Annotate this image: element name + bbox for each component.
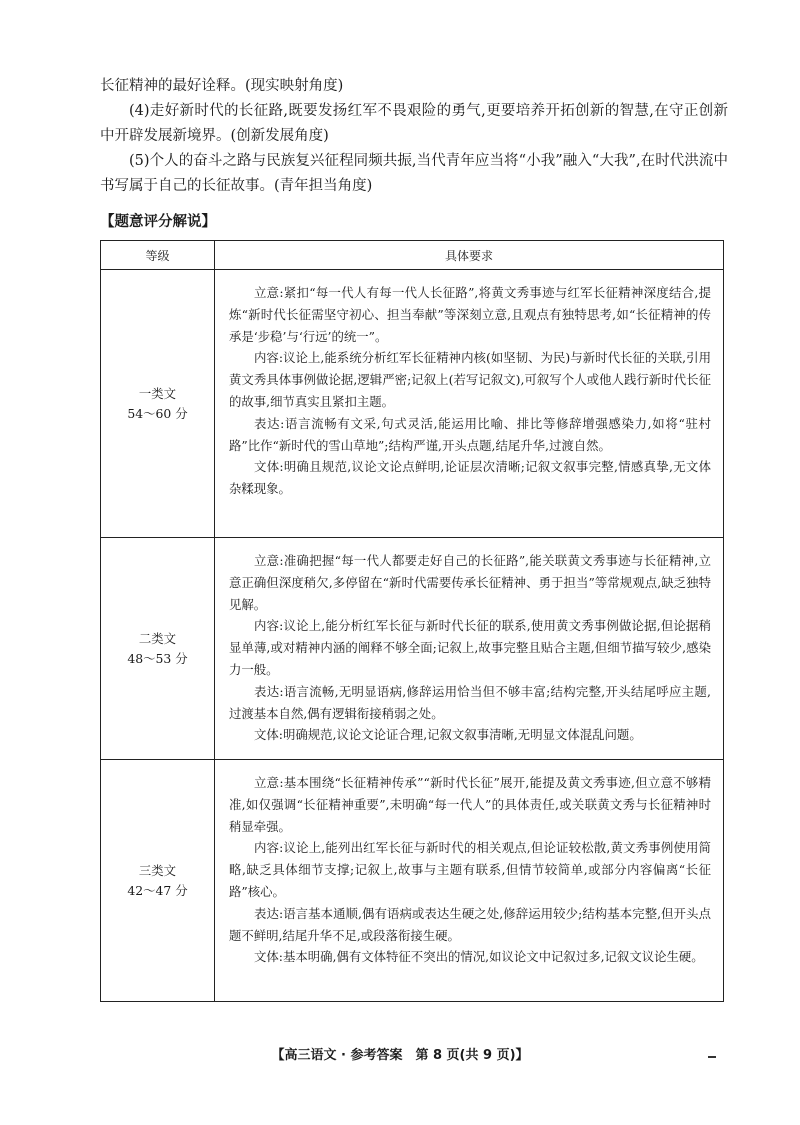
level-name: 一类文	[138, 385, 177, 401]
intro-para-4: (4)走好新时代的长征路,既要发扬红军不畏艰险的勇气,更要培养开拓创新的智慧,在守正创新中开辟发展新境界。(创新发展角度)	[100, 103, 728, 144]
req-paragraph: 内容:议论上,能系统分析红军长征精神内核(如坚韧、为民)与新时代长征的关联,引用黄文秀具体事例做论据,逻辑严密;记叙上(若写记叙文),可叙写个人或他人践行新时代长征的故事,细节真实且紧扣主题。	[229, 350, 711, 409]
level-score: 42～47 分	[127, 882, 188, 898]
req-paragraph: 表达:语言流畅,无明显语病,修辞运用恰当但不够丰富;结构完整,开头结尾呼应主题,过渡基本自然,偶有逻辑衔接稍弱之处。	[229, 683, 711, 721]
req-paragraph: 内容:议论上,能列出红军长征与新时代的相关观点,但论证较松散,黄文秀事例使用简略,缺乏具体细节支撑;记叙上,故事与主题有联系,但情节较简单,或部分内容偏离“长征路”核心。	[229, 840, 711, 899]
req-paragraph: 内容:议论上,能分析红军长征与新时代长征的联系,使用黄文秀事例做论据,但论据稍显单薄,或对精神内涵的阐释不够全面;记叙上,故事完整且贴合主题,但细节描写较少,感染力一般。	[229, 618, 711, 677]
level-cell	[101, 270, 215, 538]
corner-mark	[708, 1056, 716, 1058]
level-cell	[101, 760, 215, 1002]
header-requirements: 具体要求	[215, 241, 724, 270]
level-cell	[101, 538, 215, 760]
requirements-cell	[215, 538, 724, 760]
table-row	[101, 538, 724, 760]
requirements-cell	[215, 760, 724, 1002]
intro-line-1: 长征精神的最好诠释。(现实映射角度)	[100, 78, 344, 94]
level-score: 54～60 分	[127, 405, 188, 421]
page-footer: 【高三语文 · 参考答案 第 8 页(共 9 页)】	[271, 1048, 529, 1063]
table-header-row	[101, 241, 724, 270]
requirements-cell	[215, 270, 724, 538]
req-paragraph: 文体:基本明确,偶有文体特征不突出的情况,如议论文中记叙过多,记叙文议论生硬。	[254, 949, 704, 965]
req-paragraph: 立意:基本围绕“长征精神传承”“新时代长征”展开,能提及黄文秀事迹,但立意不够精准,如仅强调“长征精神重要”,未明确“每一代人”的具体责任,或关联黄文秀与长征精神时稍显牵强。	[229, 775, 711, 834]
req-paragraph: 表达:语言基本通顺,偶有语病或表达生硬之处,修辞运用较少;结构基本完整,但开头点题不鲜明,结尾升华不足,或段落衔接生硬。	[229, 905, 711, 943]
intro-para-5: (5)个人的奋斗之路与民族复兴征程同频共振,当代青年应当将“小我”融入“大我”,在时代洪流中书写属于自己的长征故事。(青年担当角度)	[100, 153, 728, 194]
req-paragraph: 文体:明确规范,议论文论证合理,记叙文叙事清晰,无明显文体混乱问题。	[254, 727, 642, 743]
rubric-table	[100, 240, 724, 1002]
header-level: 等级	[101, 241, 215, 270]
intro-text	[100, 74, 728, 199]
req-paragraph: 表达:语言流畅有文采,句式灵活,能运用比喻、排比等修辞增强感染力,如将“驻村路”比作“新时代的雪山草地”;结构严谨,开头点题,结尾升华,过渡自然。	[229, 415, 711, 453]
req-paragraph: 文体:明确且规范,议论文论点鲜明,论证层次清晰;记叙文叙事完整,情感真挚,无文体杂糅现象。	[229, 459, 711, 497]
req-paragraph: 立意:紧扣“每一代人有每一代人长征路”,将黄文秀事迹与红军长征精神深度结合,提炼“新时代长征需坚守初心、担当奉献”等深刻立意,且观点有独特思考,如“长征精神的传承是‘步稳’与‘行远’的统一”。	[229, 285, 711, 344]
table-row	[101, 760, 724, 1002]
section-title: 【题意评分解说】	[100, 214, 216, 230]
level-score: 48～53 分	[127, 650, 188, 666]
level-name: 二类文	[138, 630, 177, 646]
table-row	[101, 270, 724, 538]
req-paragraph: 立意:准确把握“每一代人都要走好自己的长征路”,能关联黄文秀事迹与长征精神,立意正确但深度稍欠,多停留在“新时代需要传承长征精神、勇于担当”等常规观点,缺乏独特见解。	[229, 553, 711, 612]
level-name: 三类文	[138, 862, 177, 878]
